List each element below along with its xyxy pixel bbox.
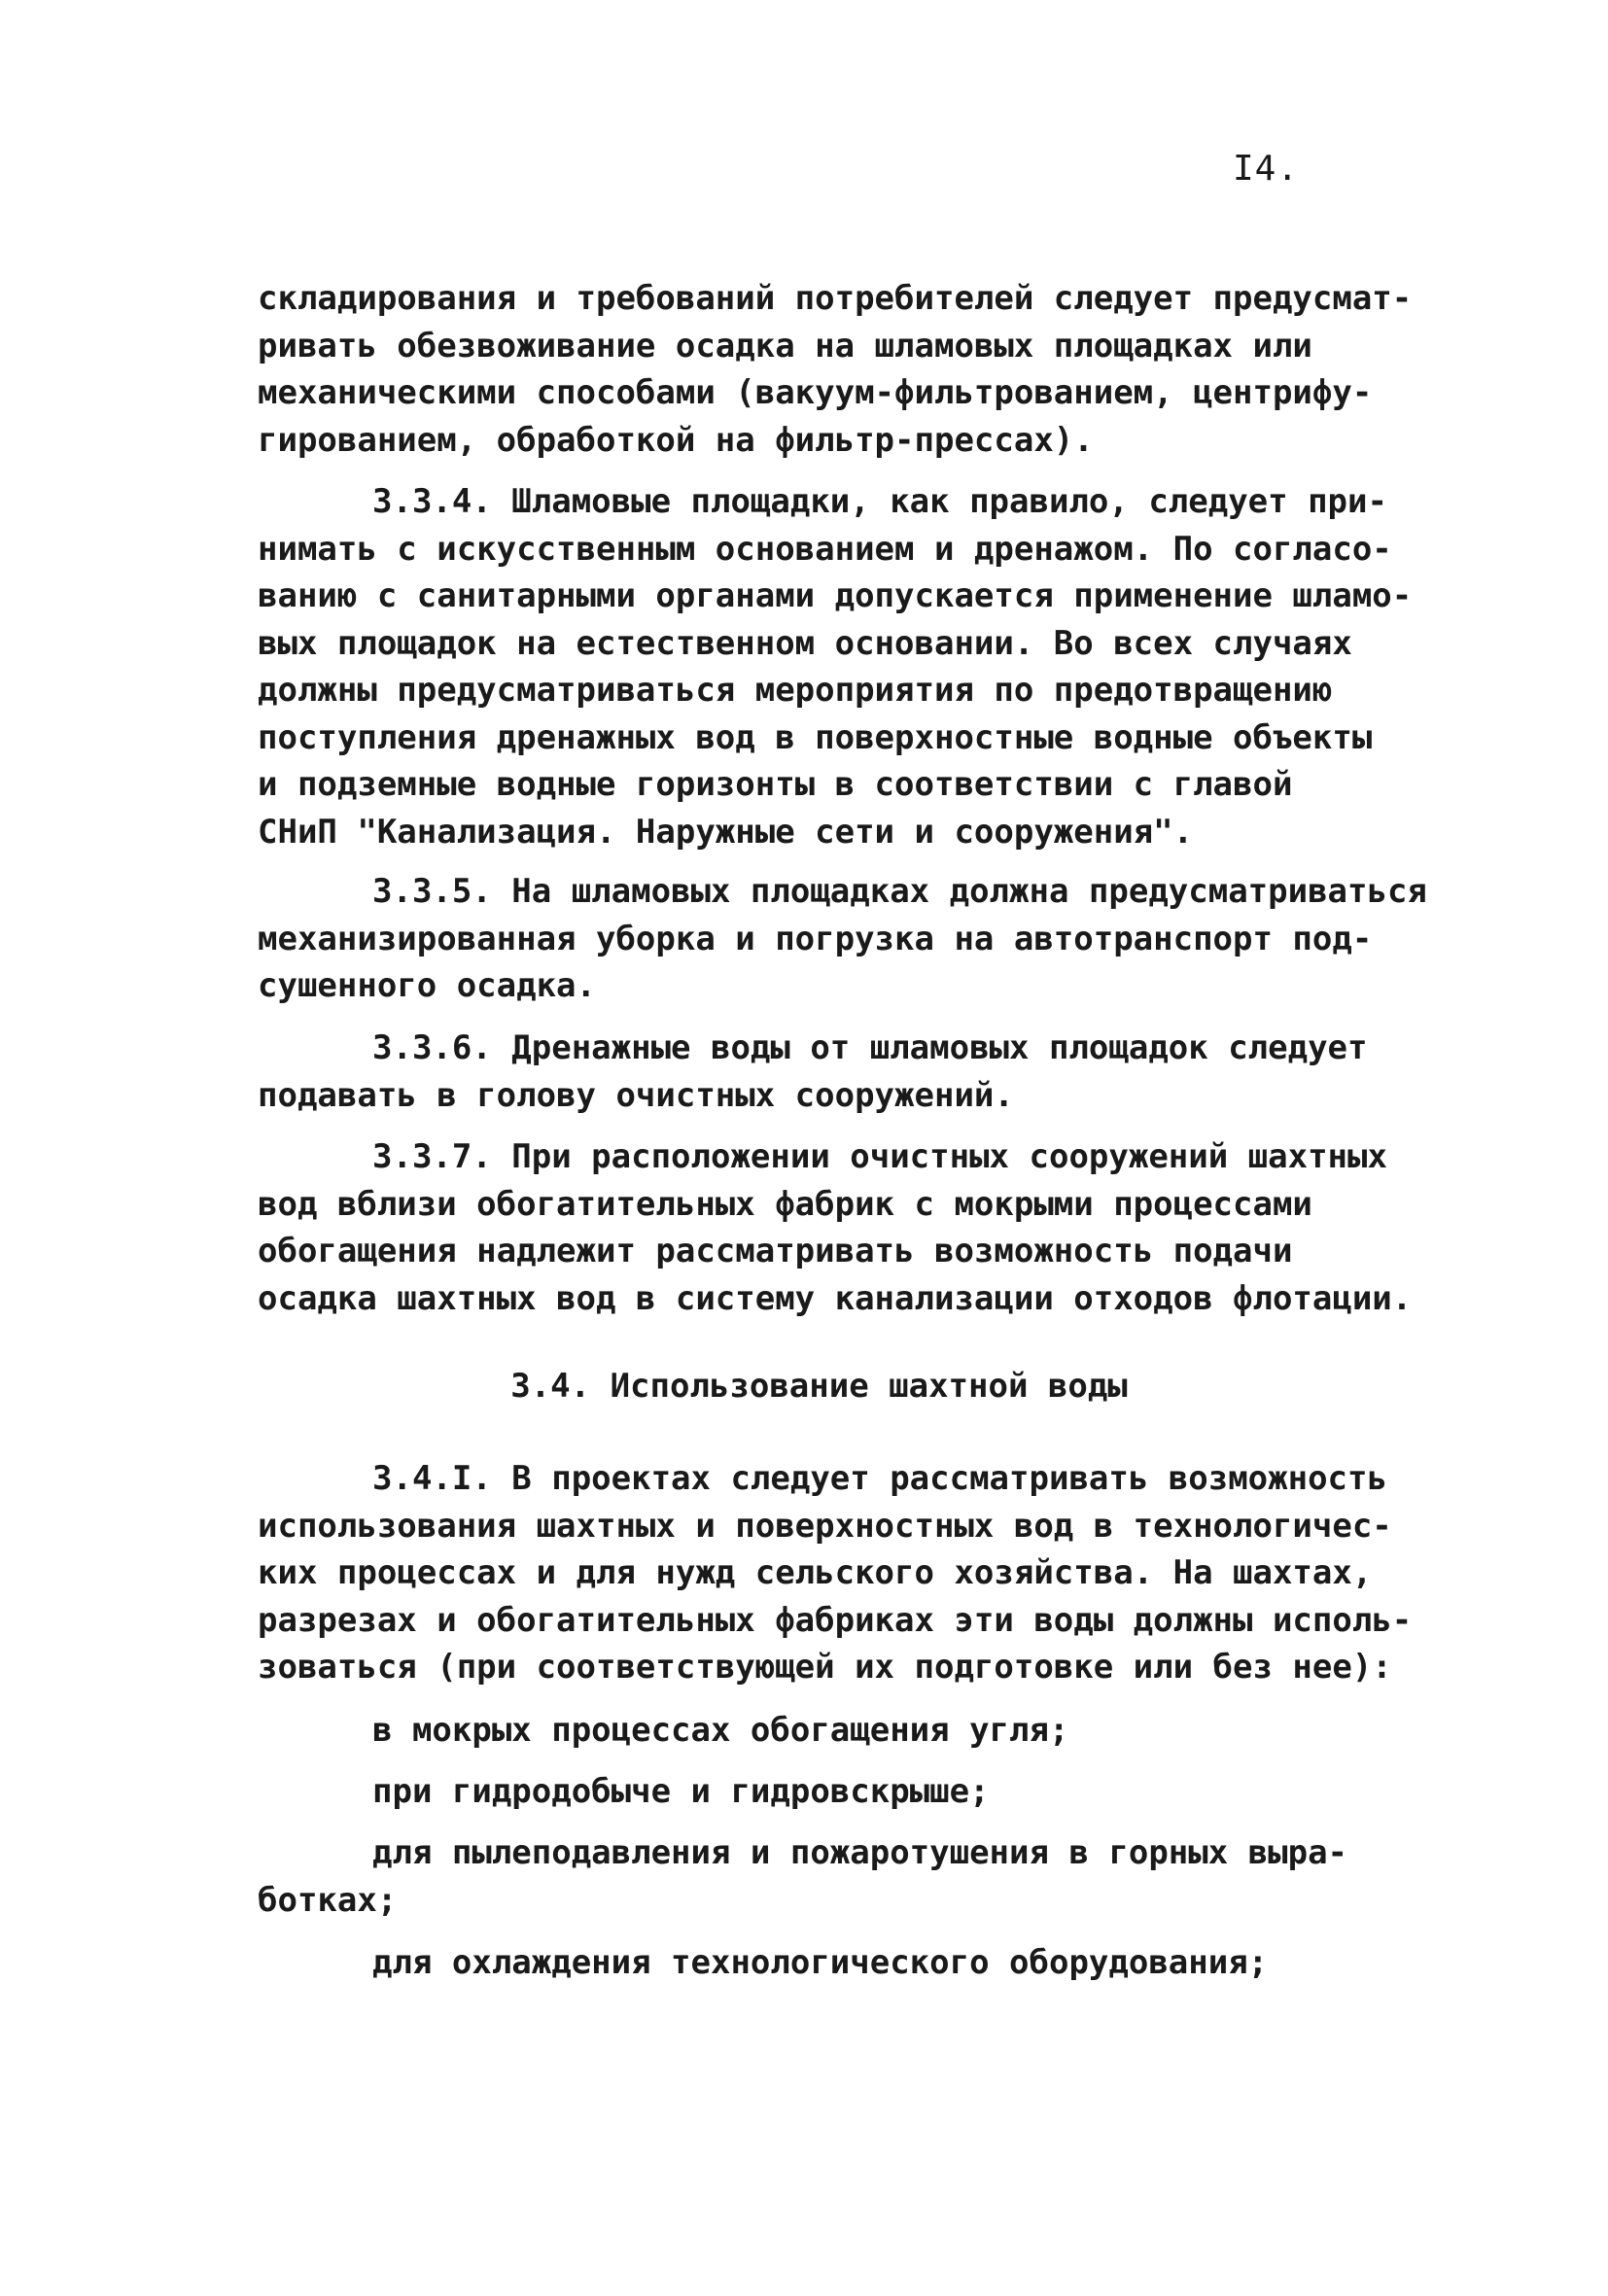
text-line: для охлаждения технологического оборудования; <box>372 1943 1269 1982</box>
paragraph-3-4-1 <box>258 1455 1413 1691</box>
text-line: и подземные водные горизонты в соответствии с главой <box>258 765 1293 804</box>
paragraph-3-3-7 <box>258 1133 1413 1322</box>
text-line: сушенного осадка. <box>258 966 596 1005</box>
text-line: гированием, обработкой на фильтр-прессах). <box>258 420 1094 460</box>
text-line: ких процессах и для нужд сельского хозяйства. На шахтах, <box>258 1553 1373 1592</box>
text-line: нимать с искусственным основанием и дренажом. По согласо- <box>258 529 1392 569</box>
text-line: осадка шахтных вод в систему канализации отходов флотации. <box>258 1278 1413 1318</box>
paragraph-3-3-6 <box>258 1025 1381 1119</box>
section-heading-3-4 <box>258 1363 1381 1410</box>
text-line: 3.3.6. Дренажные воды от шламовых площадок следует <box>372 1028 1368 1067</box>
text-line: подавать в голову очистных сооружений. <box>258 1075 1014 1115</box>
text-line: при гидродобыче и гидровскрыше; <box>372 1772 990 1811</box>
list-item <box>258 1768 1381 1816</box>
text-line: использования шахтных и поверхностных вод в технологичес- <box>258 1506 1392 1546</box>
text-line: 3.3.5. На шламовых площадках должна предусматриваться <box>372 872 1427 911</box>
text-line: 3.3.4. Шламовые площадки, как правило, следует при- <box>372 482 1387 521</box>
text-line: 3.3.7. При расположении очистных сооружений шахтных <box>372 1137 1387 1176</box>
text-line: вых площадок на естественном основании. Во всех случаях <box>258 623 1352 663</box>
text-line: 3.4.I. В проектах следует рассматривать возможность <box>372 1459 1387 1498</box>
text-line: разрезах и обогатительных фабриках эти воды должны исполь- <box>258 1600 1413 1640</box>
paragraph-3-3-4 <box>258 478 1413 855</box>
list-item <box>258 1829 1381 1924</box>
text-line: складирования и требований потребителей следует предусмат- <box>258 279 1413 318</box>
text-line: зоваться (при соответствующей их подготовке или без нее): <box>258 1648 1392 1687</box>
section-heading: 3.4. Использование шахтной воды <box>510 1367 1128 1406</box>
paragraph-3-3-5 <box>258 868 1427 1010</box>
paragraph-continuation <box>258 275 1413 464</box>
text-line: для пылеподавления и пожаротушения в горных выра- <box>372 1833 1348 1872</box>
text-line: механическими способами (вакуум-фильтрованием, центрифу- <box>258 373 1373 412</box>
text-line: СНиП "Канализация. Наружные сети и сооружения". <box>258 812 1194 852</box>
list-item <box>258 1707 1381 1755</box>
text-line: ботках; <box>258 1880 398 1920</box>
text-line: механизированная уборка и погрузка на автотранспорт под- <box>258 919 1373 958</box>
text-line: ривать обезвоживание осадка на шламовых площадках или <box>258 326 1312 365</box>
list-item <box>258 1939 1381 1987</box>
text-line: в мокрых процессах обогащения угля; <box>372 1711 1069 1750</box>
text-line: обогащения надлежит рассматривать возможность подачи <box>258 1232 1293 1270</box>
text-line: должны предусматриваться мероприятия по предотвращению <box>258 671 1333 710</box>
text-line: вод вблизи обогатительных фабрик с мокрыми процессами <box>258 1184 1312 1224</box>
text-line: ванию с санитарными органами допускается применение шламо- <box>258 576 1413 615</box>
text-line: поступления дренажных вод в поверхностные водные объекты <box>258 717 1373 757</box>
page-number: I4. <box>1233 149 1300 189</box>
